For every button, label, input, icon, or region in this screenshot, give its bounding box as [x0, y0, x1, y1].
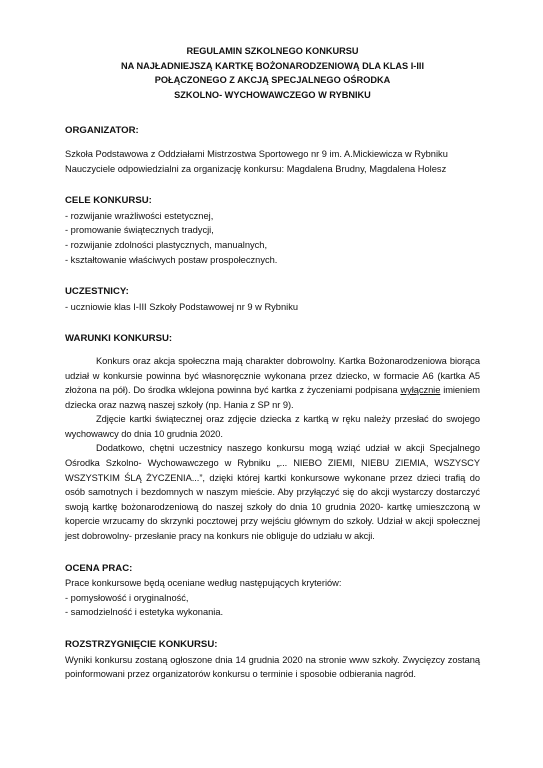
goal-item: - rozwijanie wrażliwości estetycznej, [65, 210, 214, 221]
conditions-paragraph-3: Dodatkowo, chętni uczestnicy naszego konkursu mogą wziąć udział w akcji Specjalnego Ośrodka Szkolno- Wychowawczego w Rybniku „... NIEBO ZIEMI, NIEBU ZIEMIA, WSZYSCY WSZYSTKIM ŚLĄ ŻYCZENIA...”, dzięki której kartki konkursowe wykonane przez dzieci trafią do osób samotnych i bezdomnych w naszym mieście. Aby przyłączyć się do akcji wystarczy dostarczyć swoją kartkę bożonarodzeniową do naszej szkoły do dnia 10 grudnia 2020- kartkę umieszczoną w kopercie wrzucamy do skrzynki pocztowej przy wejściu głównym do szkoły. Udział w akcji społecznej jest dobrowolny- przesłanie pracy na konkurs nie obliguje do udziału w akcji. [65, 443, 480, 542]
goal-item: - kształtowanie właściwych postaw prospołecznych. [65, 254, 278, 265]
evaluation-item: - pomysłowość i oryginalność, [65, 592, 189, 603]
evaluation-item: - samodzielność i estetyka wykonania. [65, 607, 224, 618]
evaluation-heading: OCENA PRAC: [65, 562, 133, 574]
participants-heading: UCZESTNICY: [65, 286, 129, 298]
participants-section [65, 285, 480, 314]
organizer-heading: ORGANIZATOR: [65, 125, 139, 137]
conditions-p1-end: imieniem dziecka oraz nazwą naszej szkoły (np. Hania z SP nr 9). [65, 385, 480, 410]
evaluation-intro: Prace konkursowe będą oceniane według następujących kryteriów: [65, 578, 342, 589]
goal-item: - rozwijanie zdolności plastycznych, manualnych, [65, 239, 268, 250]
evaluation-section [65, 562, 480, 620]
organizer-section [65, 124, 480, 176]
conditions-heading: WARUNKI KONKURSU: [65, 333, 173, 345]
goals-section [65, 194, 480, 267]
conditions-p1-start: Konkurs oraz akcja społeczna mają charakter dobrowolny. Kartka Bożonarodzeniowa biorąca udział w konkursie powinna być własnoręcznie wykonana przez dziecko, w formacie A6 (kartka A5 złożona na pół). Do środka wklejona powinna być kartka z życzeniami podpisana [65, 355, 480, 396]
goal-item: - promowanie świątecznych tradycji, [65, 225, 214, 236]
conditions-paragraph-1 [65, 354, 480, 412]
results-paragraph: Wyniki konkursu zostaną ogłoszone dnia 14 grudnia 2020 na stronie www szkoły. Zwycięzcy zostaną poinformowani przez organizatorów konkursu o terminie i sposobie odbierania nagród. [65, 654, 480, 680]
results-section [65, 638, 480, 682]
title-line-2: NA NAJŁADNIEJSZĄ KARTKĘ BOŻONARODZENIOWĄ DLA KLAS I-III [120, 60, 424, 71]
goals-heading: CELE KONKURSU: [65, 195, 152, 207]
conditions-paragraph-2: Zdjęcie kartki świątecznej oraz zdjęcie dziecka z kartką w ręku należy przesłać do swojego wychowawcy do dnia 10 grudnia 2020. [65, 414, 480, 439]
document-page [65, 44, 480, 682]
organizer-school: Szkoła Podstawowa z Oddziałami Mistrzostwa Sportowego nr 9 im. A.Mickiewicza w Rybniku [65, 148, 448, 159]
conditions-section [65, 332, 480, 543]
title-line-4: SZKOLNO- WYCHOWAWCZEGO W RYBNIKU [174, 89, 371, 100]
participants-line: - uczniowie klas I-III Szkoły Podstawowej nr 9 w Rybniku [65, 301, 299, 312]
title-line-3: POŁĄCZONEGO Z AKCJĄ SPECJALNEGO OŚRODKA [154, 75, 391, 86]
document-title [65, 44, 480, 102]
results-heading: ROZSTRZYGNIĘCIE KONKURSU: [65, 639, 218, 650]
organizer-teachers: Nauczyciele odpowiedzialni za organizację konkursu: Magdalena Brudny, Magdalena Holesz [65, 163, 447, 174]
title-line-1: REGULAMIN SZKOLNEGO KONKURSU [186, 46, 359, 56]
conditions-p1-underlined: wyłącznie [400, 385, 441, 396]
